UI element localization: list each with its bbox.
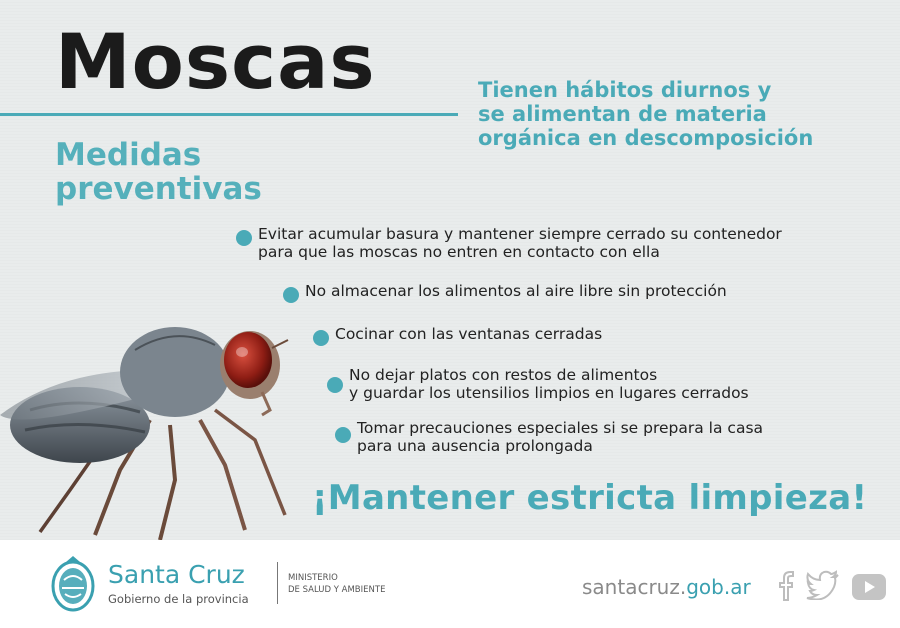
bullet-dot: [327, 377, 343, 393]
ministry-line: DE SALUD Y AMBIENTE: [288, 585, 386, 595]
bullet-item: [327, 366, 749, 402]
bullet-text: [305, 282, 727, 300]
website-domain: gob.ar: [686, 575, 751, 599]
bullet-item: [313, 325, 602, 346]
bullet-text: [357, 419, 763, 455]
facebook-icon[interactable]: [778, 570, 796, 602]
habits-line: se alimentan de materia: [478, 102, 767, 126]
brand-subtitle: Gobierno de la provincia: [108, 592, 249, 606]
footer: [0, 540, 900, 628]
bullet-item: [236, 225, 782, 261]
section-heading-line: preventivas: [55, 171, 262, 207]
bullet-text: [258, 225, 782, 261]
bullet-item: [335, 419, 763, 455]
fly-illustration: [0, 300, 310, 540]
bullet-item: [283, 282, 727, 303]
bullet-dot: [283, 287, 299, 303]
bullet-dot: [236, 230, 252, 246]
bullet-text: [349, 366, 749, 402]
bullet-dot: [313, 330, 329, 346]
footer-divider: [277, 562, 278, 604]
bullet-line: Evitar acumular basura y mantener siempre cerrado su contenedor: [258, 225, 782, 243]
title-divider: [0, 113, 458, 116]
bullet-line: para que las moscas no entren en contacto con ella: [258, 243, 660, 261]
slogan: ¡Mantener estricta limpieza!: [312, 478, 868, 518]
habits-line: Tienen hábitos diurnos y: [478, 78, 772, 102]
province-seal-icon: [50, 554, 96, 612]
habits-text: [478, 78, 813, 150]
bullet-text: [335, 325, 602, 343]
youtube-icon[interactable]: [851, 573, 887, 601]
section-heading: [55, 138, 262, 206]
bullet-line: No almacenar los alimentos al aire libre sin protección: [305, 282, 727, 300]
website-main: santacruz.: [582, 575, 687, 599]
ministry-label: [288, 572, 385, 596]
bullet-line: No dejar platos con restos de alimentos: [349, 366, 658, 384]
bullet-dot: [335, 427, 351, 443]
bullet-line: Tomar precauciones especiales si se prepara la casa: [357, 419, 764, 437]
bullet-line: Cocinar con las ventanas cerradas: [335, 325, 603, 343]
brand-name: Santa Cruz: [108, 560, 245, 589]
twitter-icon[interactable]: [806, 570, 840, 600]
habits-line: orgánica en descomposición: [478, 126, 814, 150]
section-heading-line: Medidas: [55, 137, 202, 173]
website-link[interactable]: [582, 575, 751, 599]
page-title: Moscas: [55, 17, 376, 106]
bullet-line: para una ausencia prolongada: [357, 437, 593, 455]
bullet-line: y guardar los utensilios limpios en lugares cerrados: [349, 384, 749, 402]
ministry-line: MINISTERIO: [288, 573, 338, 583]
